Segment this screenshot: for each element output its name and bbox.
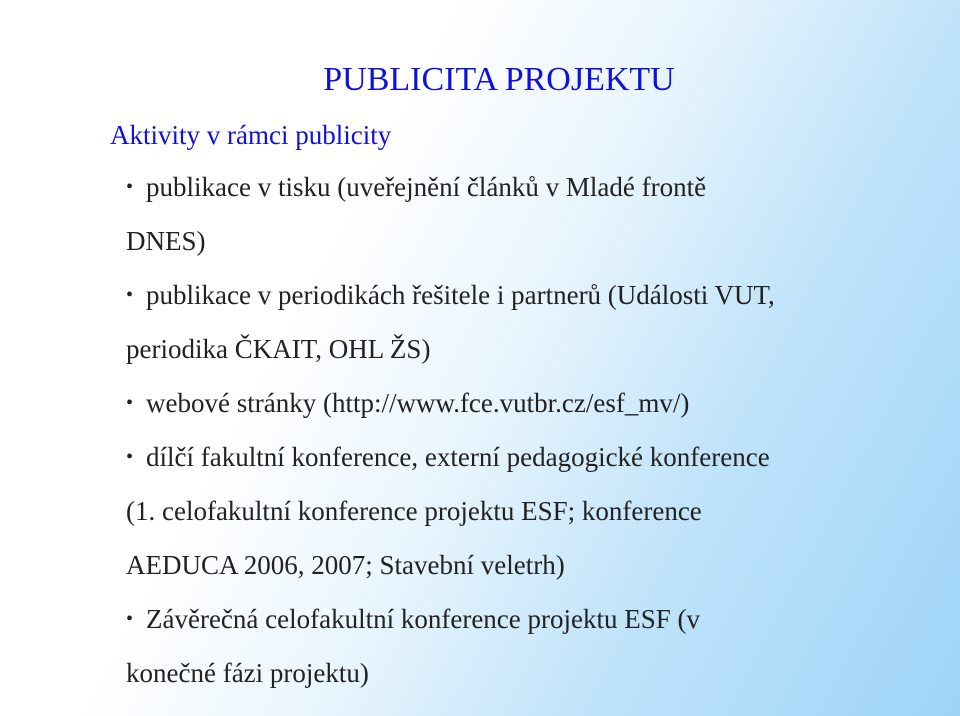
bullet-marker: • — [126, 284, 134, 306]
bullet-text-continuation: periodika ČKAIT, OHL ŽS) — [126, 334, 431, 364]
bullet-text-line: publikace v periodikách řešitele i partnerů (Události VUT, — [146, 280, 775, 310]
bullet-text-continuation: AEDUCA 2006, 2007; Stavební veletrh) — [126, 550, 565, 580]
bullet-text-continuation: konečné fázi projektu) — [126, 658, 369, 688]
bullet-text-continuation: (1. celofakultní konference projektu ESF; konference — [126, 496, 702, 526]
bullet-list — [126, 160, 926, 700]
bullet-item-website — [126, 376, 926, 430]
bullet-text-line: publikace v tisku (uveřejnění článků v Mladé frontě — [146, 172, 707, 202]
bullet-marker: • — [126, 608, 134, 630]
bullet-text-line: webové stránky (http://www.fce.vutbr.cz/esf_mv/) — [146, 388, 690, 418]
bullet-marker: • — [126, 446, 134, 468]
bullet-marker: • — [126, 392, 134, 414]
bullet-item-periodicals — [126, 268, 926, 376]
bullet-item-conferences — [126, 430, 926, 592]
bullet-text-line: dílčí fakultní konference, externí pedagogické konference — [146, 442, 770, 472]
bullet-text-continuation: DNES) — [126, 226, 206, 256]
bullet-item-print-publication — [126, 160, 926, 268]
bullet-text-line: Závěrečná celofakultní konference projektu ESF (v — [146, 604, 701, 634]
bullet-marker: • — [126, 176, 134, 198]
bullet-item-final-conference — [126, 592, 926, 700]
slide-title: PUBLICITA PROJEKTU — [323, 61, 675, 98]
slide-subtitle: Aktivity v rámci publicity — [110, 120, 392, 150]
